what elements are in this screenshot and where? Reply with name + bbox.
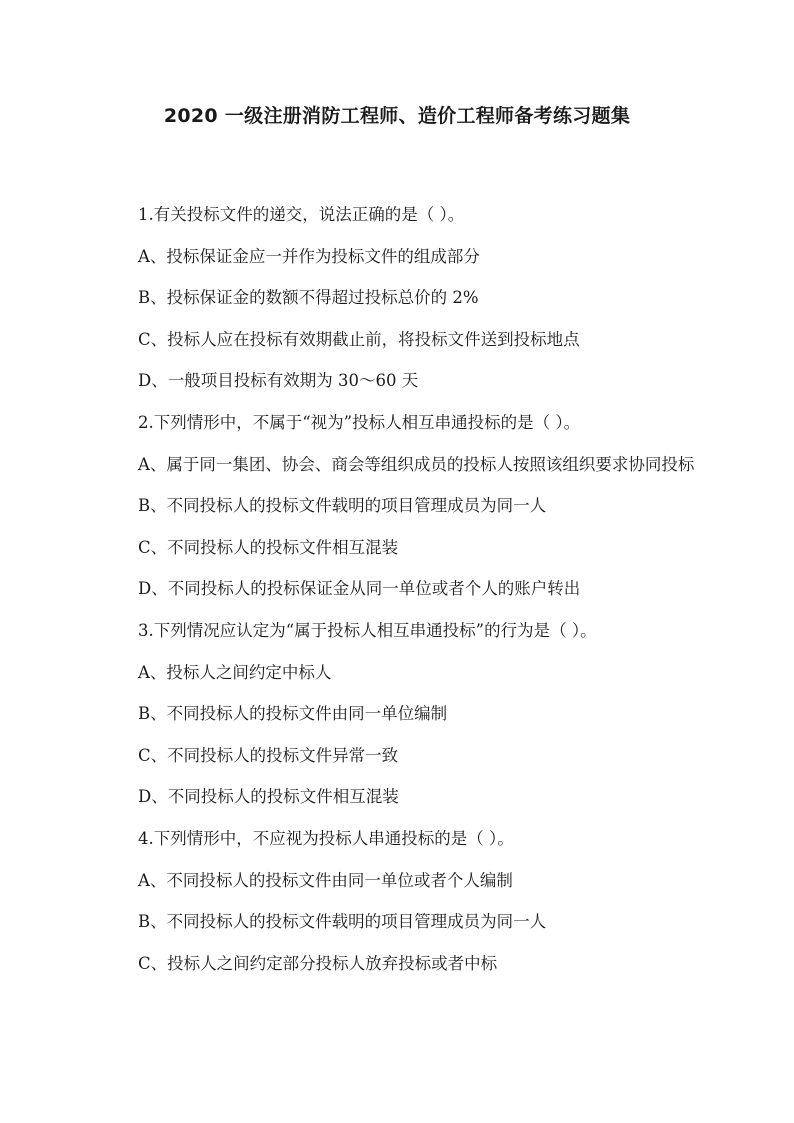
question-2-option-d: D、不同投标人的投标保证金从同一单位或者个人的账户转出	[138, 579, 581, 599]
question-4-option-c: C、投标人之间约定部分投标人放弃投标或者中标	[138, 953, 498, 973]
question-3-option-c: C、不同投标人的投标文件异常一致	[138, 745, 399, 765]
question-1-option-a: A、投标保证金应一并作为投标文件的组成部分	[138, 246, 480, 266]
question-3-option-a: A、投标人之间约定中标人	[138, 662, 332, 682]
document-title: 2020 一级注册消防工程师、造价工程师备考练习题集	[163, 105, 631, 127]
question-1-stem: 1.有关投标文件的递交，说法正确的是（ ）。	[138, 205, 465, 224]
question-2-option-a: A、属于同一集团、协会、商会等组织成员的投标人按照该组织要求协同投标	[138, 454, 695, 474]
question-3-option-d: D、不同投标人的投标文件相互混装	[138, 787, 399, 807]
question-2-stem: 2.下列情形中，不属于“视为”投标人相互串通投标的是（ ）。	[138, 412, 581, 432]
question-4-option-b: B、不同投标人的投标文件载明的项目管理成员为同一人	[138, 912, 547, 932]
question-4-option-a: A、不同投标人的投标文件由同一单位或者个人编制	[138, 870, 513, 890]
question-1-option-c: C、投标人应在投标有效期截止前，将投标文件送到投标地点	[138, 329, 580, 349]
question-4-stem: 4.下列情形中，不应视为投标人串通投标的是（ ）。	[138, 828, 514, 848]
question-1-option-d: D、一般项目投标有效期为 30～60 天	[138, 371, 419, 391]
question-1-option-b: B、投标保证金的数额不得超过投标总价的 2%	[138, 288, 479, 308]
question-3-option-b: B、不同投标人的投标文件由同一单位编制	[138, 704, 448, 724]
question-2-option-b: B、不同投标人的投标文件载明的项目管理成员为同一人	[138, 496, 547, 516]
question-2-option-c: C、不同投标人的投标文件相互混装	[138, 537, 399, 557]
question-list	[108, 194, 708, 984]
question-3-stem: 3.下列情况应认定为“属于投标人相互串通投标”的行为是（ ）。	[138, 620, 597, 640]
